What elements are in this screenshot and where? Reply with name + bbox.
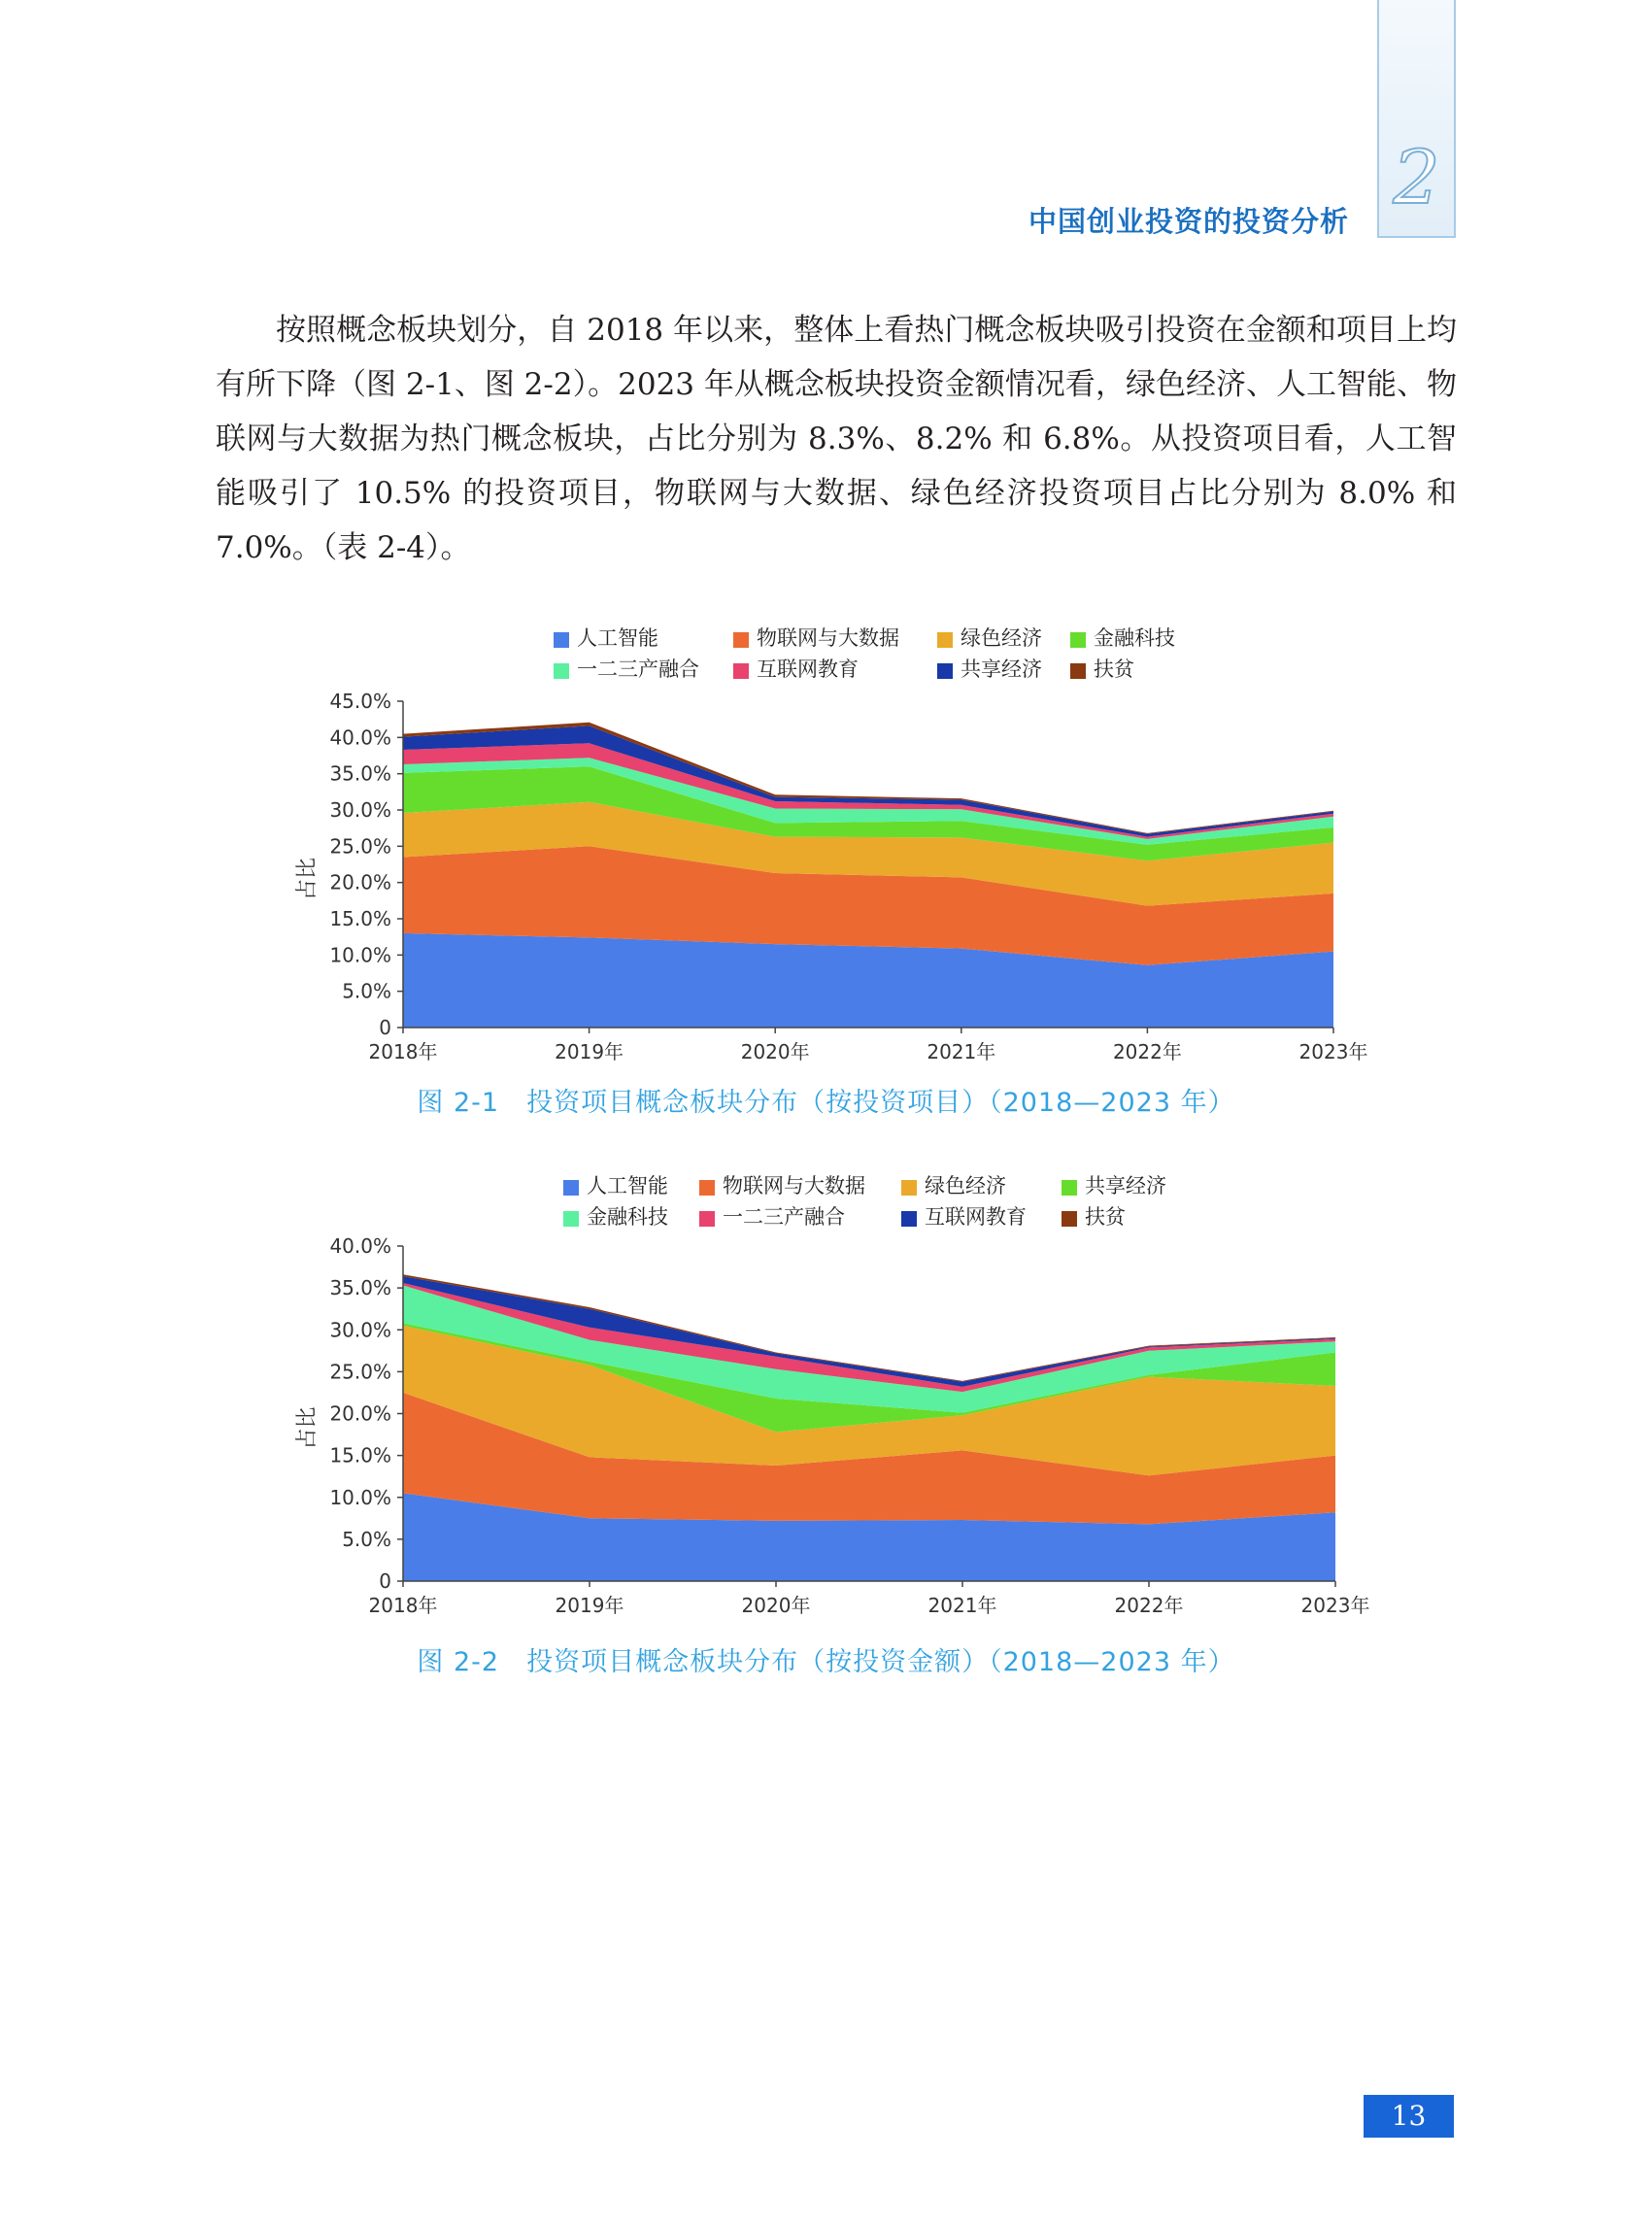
y-tick-label-2: 10.0% [329, 1485, 391, 1509]
y-tick-label-3: 15.0% [329, 907, 391, 930]
legend-swatch-4 [554, 663, 569, 679]
legend-swatch-4 [563, 1211, 579, 1227]
legend-label-6: 共享经济 [961, 658, 1042, 681]
y-tick-label-9: 45.0% [329, 690, 391, 713]
x-tick-label-0: 2018年 [368, 1594, 438, 1617]
x-tick-label-4: 2022年 [1112, 1040, 1182, 1063]
caption-figure-2-1: 图 2-1 投资项目概念板块分布（按投资项目）（2018—2023 年） [417, 1088, 1235, 1118]
legend-swatch-2 [901, 1180, 917, 1196]
legend-label-1: 物联网与大数据 [723, 1174, 865, 1197]
body-paragraph: 按照概念板块划分，自 2018 年以来，整体上看热门概念板块吸引投资在金额和项目上均有所下降（图 2-1、图 2-2）。2023 年从概念板块投资金额情况看，绿色经济、人工智能、物联网与大数据为热门概念板块，占比分别为 8.3%、8.2% 和 6.8%。从投资项目看，人工智能吸引了 10.5% 的投资项目，物联网与大数据、绿色经济投资项目占比分别为 8.0% 和 7.0%。（表 2-4）。 [216, 313, 1457, 565]
chart-figure-2-2 [0, 1170, 1652, 1646]
legend-label-0: 人工智能 [577, 626, 658, 650]
y-tick-label-4: 20.0% [329, 870, 391, 894]
caption-figure-2-2: 图 2-2 投资项目概念板块分布（按投资金额）（2018—2023 年） [417, 1647, 1235, 1677]
y-axis-label: 占比 [295, 857, 320, 901]
legend-swatch-6 [937, 663, 953, 679]
y-tick-label-1: 5.0% [342, 979, 391, 1003]
y-tick-label-0: 0 [379, 1016, 391, 1039]
y-tick-label-8: 40.0% [329, 1234, 391, 1258]
legend-swatch-1 [699, 1180, 715, 1196]
legend-swatch-3 [1062, 1180, 1077, 1196]
y-tick-label-5: 25.0% [329, 834, 391, 859]
legend-swatch-5 [699, 1211, 715, 1227]
y-tick-label-2: 10.0% [329, 943, 391, 967]
legend-swatch-6 [901, 1211, 917, 1227]
legend-label-6: 互联网教育 [925, 1205, 1027, 1229]
legend-label-4: 一二三产融合 [577, 658, 699, 681]
y-axis-label: 占比 [295, 1406, 320, 1450]
chapter-number: 2 [1393, 134, 1440, 220]
legend-label-7: 扶贫 [1094, 658, 1134, 681]
x-tick-label-0: 2018年 [368, 1040, 438, 1063]
y-tick-label-7: 35.0% [329, 761, 391, 786]
chart-figure-2-1 [0, 622, 1652, 1097]
x-tick-label-4: 2022年 [1114, 1594, 1184, 1617]
chapter-tab [1377, 0, 1456, 238]
x-tick-label-1: 2019年 [555, 1594, 624, 1617]
x-tick-label-1: 2019年 [555, 1040, 624, 1063]
legend-swatch-2 [937, 632, 953, 648]
legend-label-2: 绿色经济 [925, 1174, 1006, 1197]
y-tick-label-3: 15.0% [329, 1443, 391, 1467]
legend-swatch-1 [733, 632, 749, 648]
y-tick-label-5: 25.0% [329, 1360, 391, 1384]
legend-label-3: 金融科技 [1094, 626, 1175, 650]
legend-label-7: 扶贫 [1085, 1205, 1126, 1229]
legend-swatch-3 [1070, 632, 1086, 648]
legend-swatch-7 [1070, 663, 1086, 679]
y-tick-label-0: 0 [379, 1569, 391, 1593]
page-number: 13 [1364, 2095, 1454, 2138]
running-title: 中国创业投资的投资分析 [1028, 205, 1349, 238]
chart-2-1-svg [0, 622, 1652, 1097]
y-tick-label-7: 35.0% [329, 1276, 391, 1300]
y-tick-label-8: 40.0% [329, 725, 391, 750]
x-tick-label-5: 2023年 [1300, 1594, 1370, 1617]
legend-label-5: 互联网教育 [757, 658, 859, 681]
legend-label-0: 人工智能 [587, 1174, 668, 1197]
chart-2-2-svg [0, 1170, 1652, 1646]
y-tick-label-6: 30.0% [329, 798, 391, 822]
legend-label-3: 共享经济 [1085, 1174, 1166, 1197]
x-tick-label-3: 2021年 [927, 1594, 997, 1617]
legend-swatch-0 [563, 1180, 579, 1196]
legend-swatch-0 [554, 632, 569, 648]
legend-label-4: 金融科技 [587, 1205, 668, 1229]
x-tick-label-2: 2020年 [741, 1594, 811, 1617]
y-tick-label-4: 20.0% [329, 1401, 391, 1426]
legend-label-2: 绿色经济 [961, 626, 1042, 650]
legend-swatch-5 [733, 663, 749, 679]
x-tick-label-2: 2020年 [740, 1040, 810, 1063]
legend-swatch-7 [1062, 1211, 1077, 1227]
x-tick-label-5: 2023年 [1298, 1040, 1368, 1063]
x-tick-label-3: 2021年 [927, 1040, 996, 1063]
y-tick-label-6: 30.0% [329, 1318, 391, 1342]
legend-label-1: 物联网与大数据 [757, 626, 899, 650]
legend-label-5: 一二三产融合 [723, 1205, 845, 1229]
y-tick-label-1: 5.0% [342, 1527, 391, 1551]
